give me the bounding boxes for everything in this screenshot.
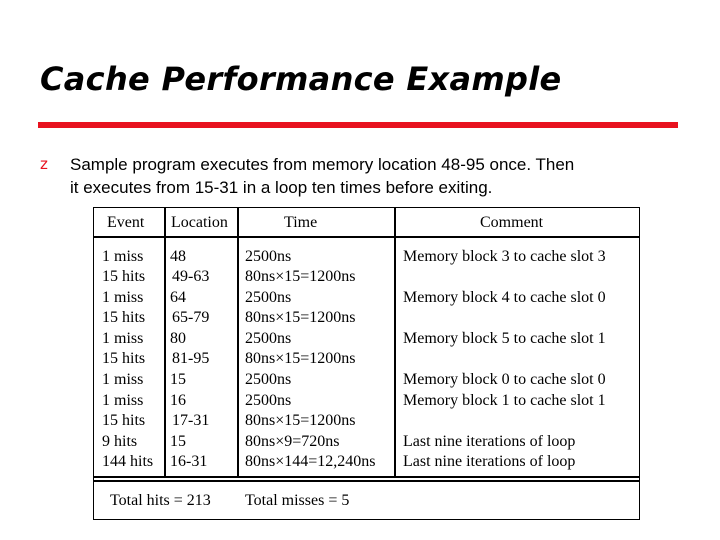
title-divider <box>38 122 678 128</box>
cell-location: 49-63 <box>172 268 210 285</box>
cell-comment: Memory block 5 to cache slot 1 <box>403 330 606 347</box>
header-time: Time <box>284 214 318 231</box>
cell-location: 81-95 <box>172 350 210 367</box>
cell-comment: Last nine iterations of loop <box>403 433 576 450</box>
cell-event: 1 miss <box>102 371 144 388</box>
column-divider <box>237 208 239 476</box>
cell-event: 1 miss <box>102 330 144 347</box>
cell-time: 2500ns <box>245 392 292 409</box>
z-bullet-icon: 𝗓 <box>40 155 48 173</box>
cell-time: 80ns×9=720ns <box>245 433 340 450</box>
total-hits: Total hits = 213 <box>110 492 211 509</box>
cell-event: 1 miss <box>102 248 144 265</box>
footer-divider <box>94 476 639 478</box>
cell-event: 15 hits <box>102 309 146 326</box>
cell-location: 65-79 <box>172 309 210 326</box>
cell-location: 17-31 <box>172 412 210 429</box>
cell-comment: Memory block 3 to cache slot 3 <box>403 248 606 265</box>
cell-event: 1 miss <box>102 289 144 306</box>
header-location: Location <box>171 214 228 231</box>
bullet-text-line-1: Sample program executes from memory location 48-95 once. Then <box>70 155 575 174</box>
header-event: Event <box>107 214 145 231</box>
cell-comment: Last nine iterations of loop <box>403 453 576 470</box>
cell-location: 48 <box>170 248 186 265</box>
header-comment: Comment <box>480 214 544 231</box>
cell-time: 2500ns <box>245 330 292 347</box>
cell-time: 2500ns <box>245 289 292 306</box>
cell-time: 2500ns <box>245 248 292 265</box>
cell-comment: Memory block 0 to cache slot 0 <box>403 371 606 388</box>
cell-event: 144 hits <box>102 453 154 470</box>
cell-location: 16-31 <box>170 453 208 470</box>
cell-location: 15 <box>170 371 186 388</box>
total-misses: Total misses = 5 <box>245 492 350 509</box>
cell-time: 80ns×15=1200ns <box>245 268 356 285</box>
cell-location: 64 <box>170 289 186 306</box>
cell-time: 80ns×15=1200ns <box>245 350 356 367</box>
cache-event-table <box>93 207 640 520</box>
cell-location: 80 <box>170 330 186 347</box>
column-divider <box>164 208 166 476</box>
cell-event: 15 hits <box>102 412 146 429</box>
cell-time: 80ns×15=1200ns <box>245 309 356 326</box>
cell-location: 16 <box>170 392 186 409</box>
header-divider <box>94 236 639 238</box>
cell-comment: Memory block 1 to cache slot 1 <box>403 392 606 409</box>
cell-location: 15 <box>170 433 186 450</box>
cell-time: 2500ns <box>245 371 292 388</box>
bullet-point <box>40 153 680 199</box>
cell-time: 80ns×144=12,240ns <box>245 453 376 470</box>
cell-event: 15 hits <box>102 268 146 285</box>
column-divider <box>394 208 396 476</box>
cell-comment: Memory block 4 to cache slot 0 <box>403 289 606 306</box>
slide-title: Cache Performance Example <box>40 60 562 98</box>
bullet-text-line-2: it executes from 15-31 in a loop ten times before exiting. <box>70 178 493 197</box>
footer-divider <box>94 480 639 482</box>
cell-time: 80ns×15=1200ns <box>245 412 356 429</box>
cell-event: 15 hits <box>102 350 146 367</box>
cell-event: 9 hits <box>102 433 138 450</box>
cell-event: 1 miss <box>102 392 144 409</box>
